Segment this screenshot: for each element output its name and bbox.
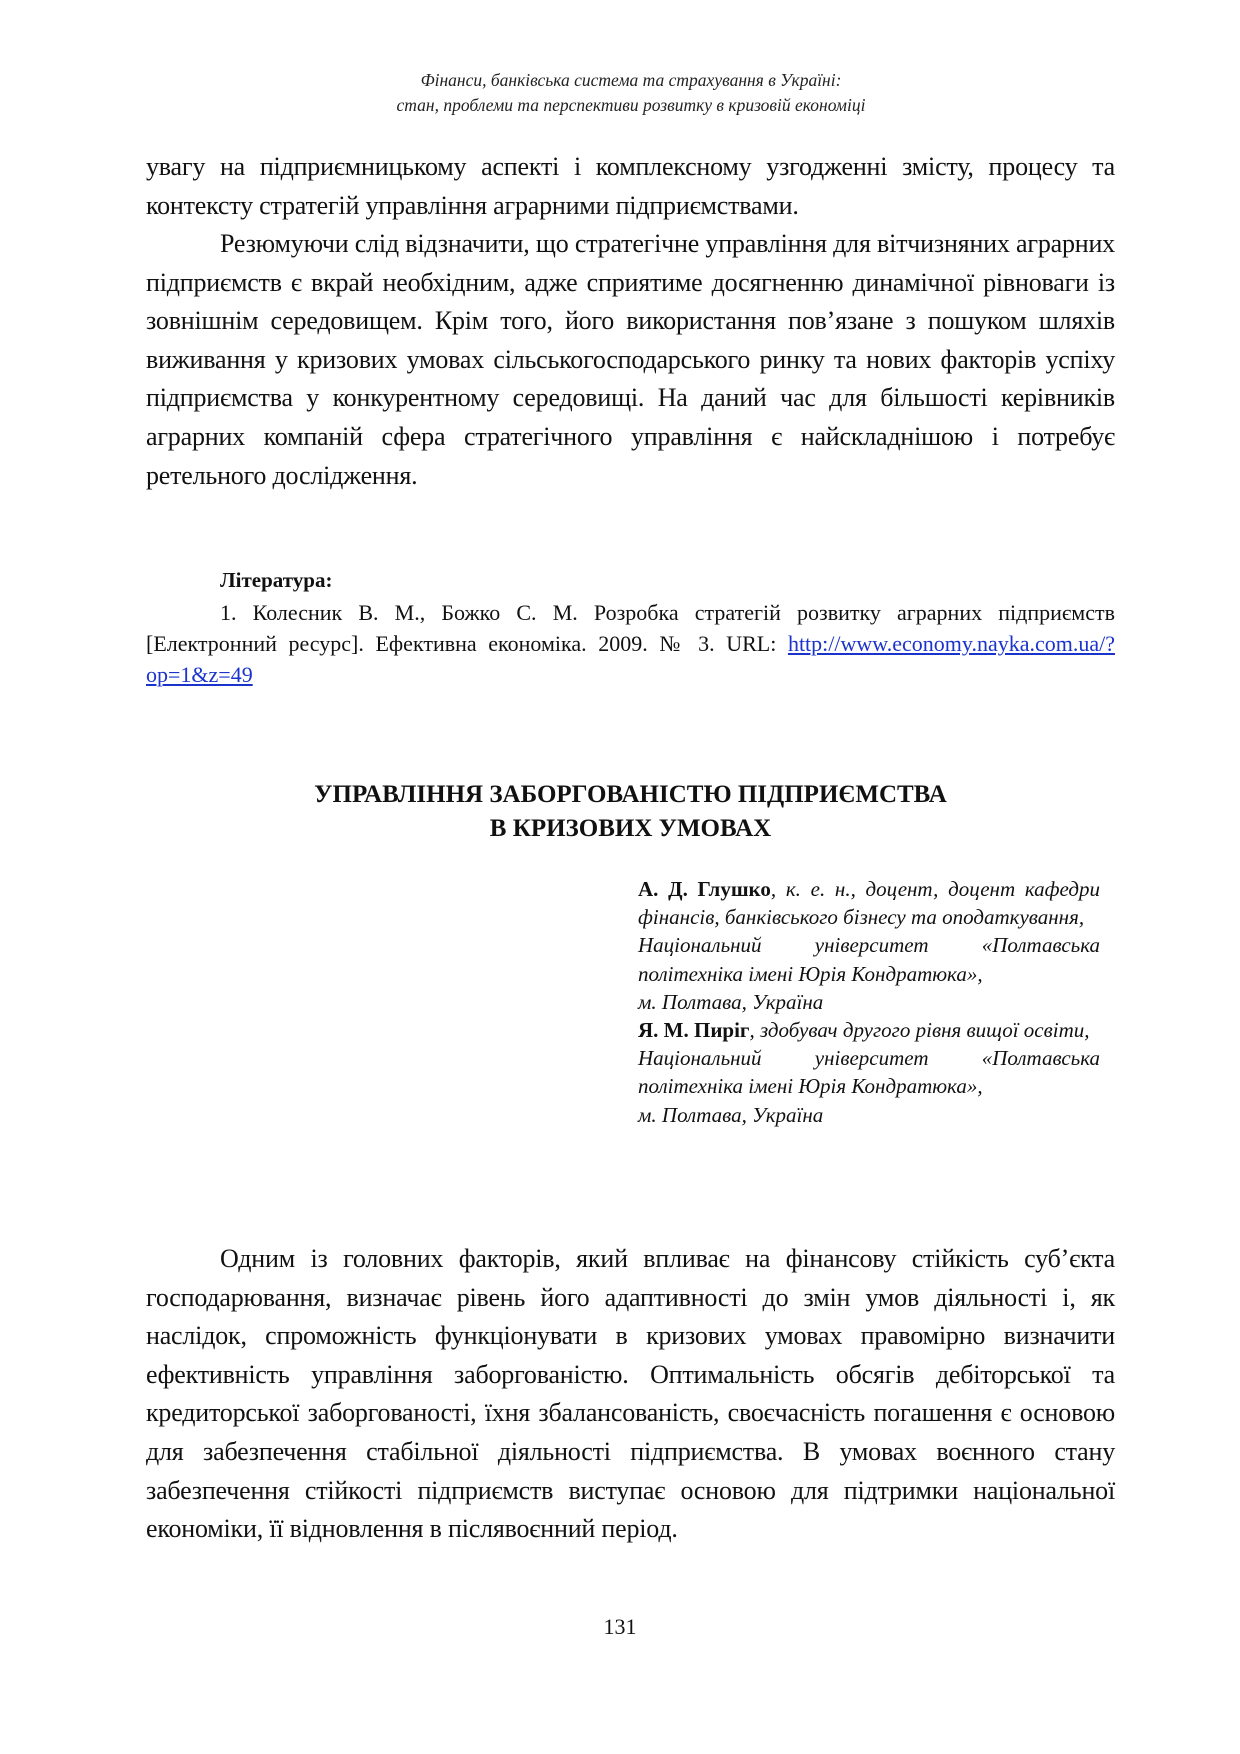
article-paragraph-1 <box>146 1240 1115 1549</box>
article-title-line-2: В КРИЗОВИХ УМОВАХ <box>489 815 772 842</box>
author-position: , здобувач другого рівня вищої освіти, <box>749 1018 1090 1043</box>
paragraph-text: Резюмуючи слід відзначити, що стратегічне управління для вітчизняних аграрних підприємств є вкрай необхідним, адже сприятиме досягненню динамічної рівноваги із зовнішнім середовищем. Крім того, його використання пов’язане з пошуком шляхів виживання у кризових умовах сільськогосподарського ринку та нових факторів успіху підприємства у конкурентному середовищі. На даний час для більшості керівників аграрних компаній сфера стратегічного управління є найскладнішою і потребує ретельного дослідження. <box>146 229 1115 490</box>
article-title <box>146 778 1115 846</box>
reference-text: 1. Колесник В. М., Божко С. М. Розробка стратегій розвитку аграрних підприємств [Електронний ресурс]. Ефективна економіка. 2009. № 3. URL: <box>146 600 1115 656</box>
author-block <box>638 875 1100 1129</box>
paragraph-text: Одним із головних факторів, який впливає на фінансову стійкість суб’єкта господарювання, визначає рівень його адаптивності до змін умов діяльності і, як наслідок, спроможність функціонувати в кризових умовах правомірно визначити ефективність управління заборгованістю. Оптимальність обсягів дебіторської та кредиторської заборгованості, їхня збалансованість, своєчасність погашення є основою для забезпечення стабільної діяльності підприємства. В умовах воєнного стану забезпечення стійкості підприємств виступає основою для підтримки національної економіки, її відновлення в післявоєнний період. <box>146 1244 1115 1544</box>
author-entry <box>638 875 1100 931</box>
author-entry <box>638 1016 1100 1044</box>
author-affiliation: Національний університет «Полтавська політехніка імені Юрія Кондратюка», <box>638 933 1100 986</box>
running-header-line-2: стан, проблеми та перспективи розвитку в кризовій економіці <box>396 95 866 115</box>
reference-link[interactable]: http://www.economy.nayka.com.ua/?op=1&z=49 <box>146 631 1115 687</box>
author-location: м. Полтава, Україна <box>638 989 824 1014</box>
paragraph-text: увагу на підприємницькому аспекті і комплексному узгодженні змісту, процесу та контексту стратегій управління аграрними підприємствами. <box>146 152 1115 220</box>
author-name: А. Д. Глушко <box>638 877 771 901</box>
author-affiliation: Національний університет «Полтавська політехніка імені Юрія Кондратюка», <box>638 1046 1100 1099</box>
literature-heading: Література: <box>220 568 333 592</box>
article-title-line-1: УПРАВЛІННЯ ЗАБОРГОВАНІСТЮ ПІДПРИЄМСТВА <box>314 781 947 808</box>
continuation-paragraph-1 <box>146 148 1115 225</box>
running-header-line-1: Фінанси, банківська система та страхування в Україні: <box>420 70 842 90</box>
reference-item <box>146 597 1115 690</box>
author-location: м. Полтава, Україна <box>638 1102 824 1127</box>
page-number: 131 <box>603 1614 637 1639</box>
author-name: Я. М. Пиріг <box>638 1018 750 1043</box>
author-position: , к. е. н., доцент, доцент кафедри фінансів, банківського бізнесу та оподаткування, <box>638 877 1100 930</box>
continuation-paragraph-2 <box>146 225 1115 495</box>
running-header <box>146 68 1116 118</box>
